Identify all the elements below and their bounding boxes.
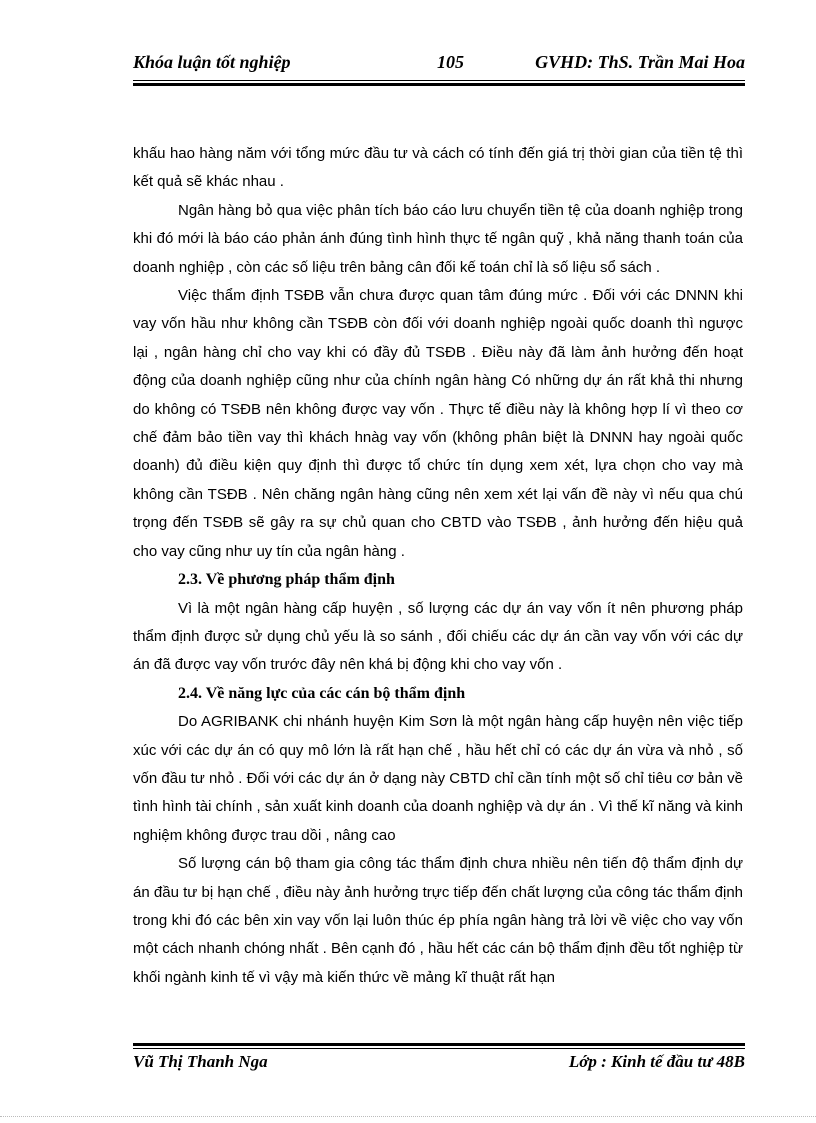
footer-rule-thick — [133, 1043, 745, 1046]
header-page-number: 105 — [437, 52, 464, 72]
header-rule-thick — [133, 83, 745, 86]
paragraph: Số lượng cán bộ tham gia công tác thẩm định chưa nhiều nên tiến độ thẩm định dự án đầu tư bị hạn chế , điều này ảnh hưởng trực tiếp đến chất lượng của công tác thẩm định trong khi đó các bên xin vay vốn lại luôn thúc ép phía ngân hàng trả lời về việc cho vay vốn một cách nhanh chóng nhất . Bên cạnh đó , hầu hết các cán bộ thẩm định đều tốt nghiệp từ khối ngành kinh tế vì vậy mà kiến thức về mảng kĩ thuật rất hạn — [133, 855, 743, 986]
footer-rule-thin — [133, 1048, 745, 1049]
footer-author: Vũ Thị Thanh Nga — [133, 1052, 268, 1071]
page-edge-divider — [0, 1116, 816, 1117]
header-advisor: GVHD: ThS. Trần Mai Hoa — [535, 52, 745, 72]
section-heading: 2.4. Về năng lực của các cán bộ thẩm định — [178, 684, 466, 702]
page-body — [133, 140, 743, 992]
page-header — [133, 52, 745, 76]
header-rule-thin — [133, 80, 745, 81]
paragraph: Vì là một ngân hàng cấp huyện , số lượng các dự án vay vốn ít nên phương pháp thẩm định được sử dụng chủ yếu là so sánh , đối chiếu các dự án cần vay vốn với các dự án đã được vay vốn trước đây nên khá bị động khi cho vay vốn . — [133, 599, 743, 674]
paragraph: Do AGRIBANK chi nhánh huyện Kim Sơn là một ngân hàng cấp huyện nên việc tiếp xúc với các dự án có quy mô lớn là rất hạn chế , hầu hết chỉ có các dự án vừa và nhỏ , số vốn đầu tư nhỏ . Đối với các dự án ở dạng này CBTD chỉ cần tính một số chỉ tiêu cơ bản về tình hình tài chính , sản xuất kinh doanh của doanh nghiệp và dự án . Vì thế kĩ năng và kinh nghiệm không được trau dồi , nâng cao — [133, 713, 743, 844]
footer-class: Lớp : Kinh tế đầu tư 48B — [568, 1052, 745, 1071]
section-heading: 2.3. Về phương pháp thẩm định — [178, 571, 395, 589]
header-title: Khóa luận tốt nghiệp — [133, 52, 291, 72]
page-footer — [133, 1052, 745, 1076]
paragraph: khấu hao hàng năm với tổng mức đầu tư và cách có tính đến giá trị thời gian của tiền tệ thì kết quả sẽ khác nhau . — [133, 145, 743, 191]
paragraph: Việc thẩm định TSĐB vẫn chưa được quan tâm đúng mức . Đối với các DNNN khi vay vốn hầu như không cần TSĐB còn đối với doanh nghiệp ngoài quốc doanh thì ngược lại , ngân hàng chỉ cho vay khi có đầy đủ TSĐB . Điều này đã làm ảnh hưởng đến hoạt động của doanh nghiệp cũng như của chính ngân hàng Có những dự án rất khả thi nhưng do không có TSĐB nên không được vay vốn . Thực tế điều này là không hợp lí vì theo cơ chế đảm bảo tiền vay thì khách hnàg vay vốn (không phân biệt là DNNN hay ngoài quốc doanh) đủ điều kiện quy định thì được tổ chức tín dụng xem xét, lựa chọn cho vay mà không cần TSĐB . Nên chăng ngân hàng cũng nên xem xét lại vấn đề này vì nếu qua chú trọng đến TSĐB sẽ gây ra sự chủ quan cho CBTD vào TSĐB , ảnh hưởng đến hiệu quả cho vay cũng như uy tín của ngân hàng . — [133, 287, 743, 560]
paragraph: Ngân hàng bỏ qua việc phân tích báo cáo lưu chuyển tiền tệ của doanh nghiệp trong khi đó mới là báo cáo phản ánh đúng tình hình thực tế ngân quỹ , khả năng thanh toán của doanh nghiệp , còn các số liệu trên bảng cân đối kế toán chỉ là số liệu sổ sách . — [133, 201, 743, 276]
